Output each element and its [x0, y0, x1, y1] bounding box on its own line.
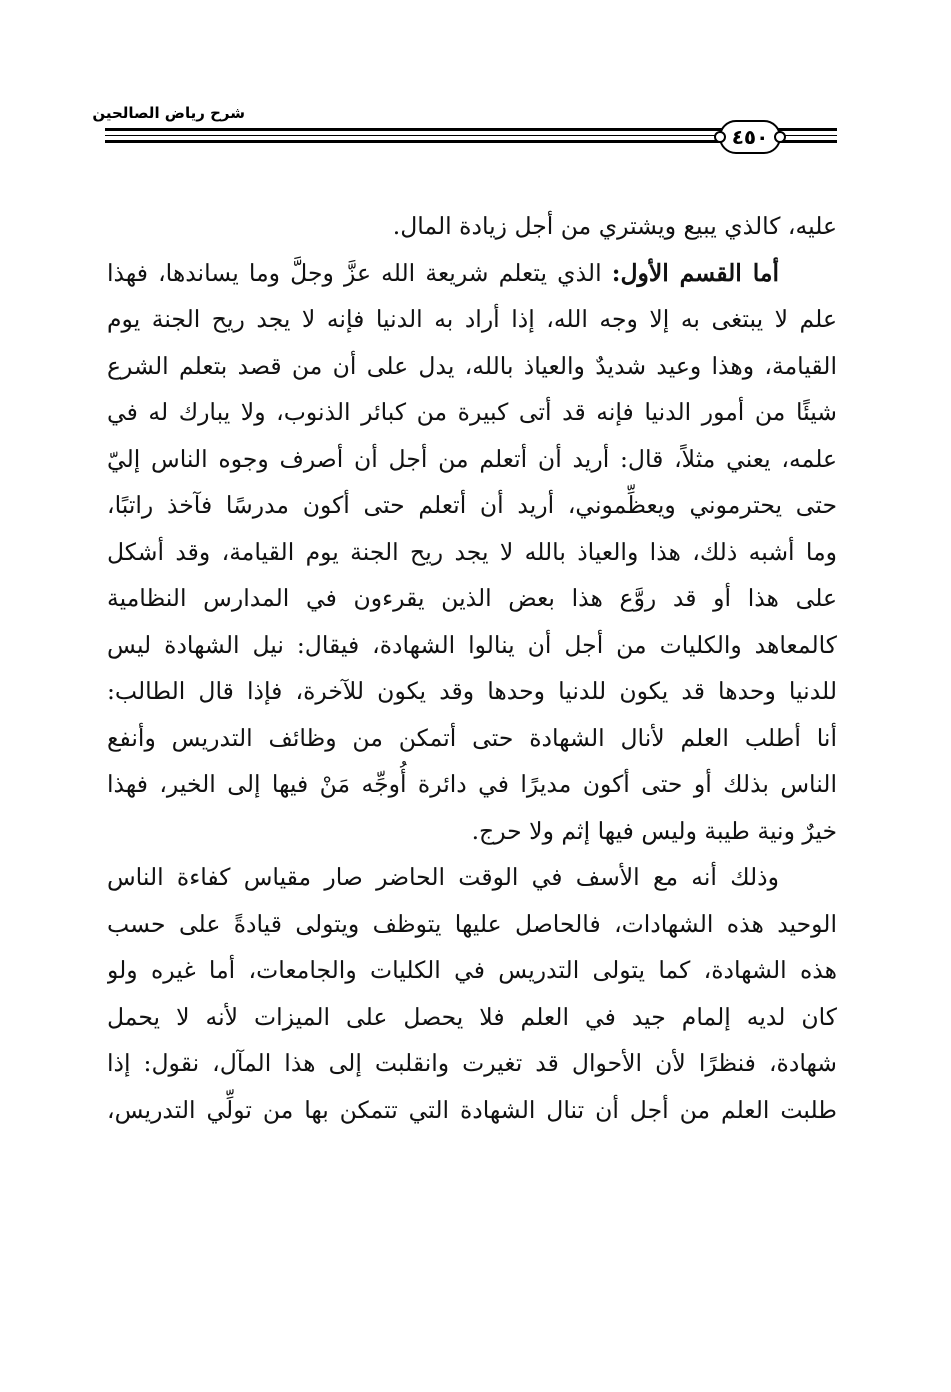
text-line: للدنيا وحدها قد يكون للدنيا وحدها وقد يكون للآخرة، فإذا قال الطالب:	[107, 677, 837, 705]
text-line: القيامة، وهذا وعيد شديدٌ والعياذ بالله، يدل على أن من قصد بتعلم الشرع	[107, 351, 837, 380]
text-line: خيرٌ ونية طيبة وليس فيها إثم ولا حرج.	[471, 816, 837, 845]
text-line: على هذا أو قد روَّع هذا بعض الذين يقرءون في المدارس النظامية	[107, 584, 837, 612]
text-line: وذلك أنه مع الأسف في الوقت الحاضر صار مقياس كفاءة الناس	[107, 863, 779, 891]
text-line: شهادة، فنظرًا لأن الأحوال قد تغيرت وانقلبت إلى هذا المآل، نقول: إذا	[107, 1049, 837, 1077]
text-line: هذه الشهادة، كما يتولى التدريس في الكليات والجامعات، أما غيره ولو	[107, 956, 837, 984]
text-line: الوحيد هذه الشهادات، فالحاصل عليها يتوظف ويتولى قيادةً على حسب	[107, 909, 837, 938]
text-line: كان لديه إلمام جيد في العلم فلا يحصل على الميزات لأنه لا يحمل	[107, 1002, 837, 1031]
text-line: أنا أطلب العلم لأنال الشهادة حتى أتمكن من وظائف التدريس وأنفع	[107, 723, 837, 752]
text-line: طلبت العلم من أجل أن تنال الشهادة التي تتمكن بها من تولِّي التدريس،	[107, 1095, 837, 1124]
text-line: الناس بذلك أو حتى أكون مديرًا في دائرة أُوجِّه مَنْ فيها إلى الخير، فهذا	[107, 770, 837, 798]
text-line: علمه، يعني مثلاً، قال: أريد أن أتعلم من أجل أن أصرف وجوه الناس إليّ	[107, 444, 837, 473]
text-line: حتى يحترموني ويعظِّموني، أريد أن أتعلم حتى أكون مدرسًا فآخذ راتبًا،	[107, 491, 837, 519]
running-header-title: شرح رياض الصالحين	[92, 104, 245, 122]
text-line-content: الذي يتعلم شريعة الله عزَّ وجلَّ وما يساندها، فهذا	[107, 258, 602, 287]
text-line	[107, 250, 837, 297]
text-line: علم لا يبتغى به إلا وجه الله، إذا أراد به الدنيا فإنه لا يجد ريح الجنة يوم	[107, 305, 837, 333]
text-line: شيئًا من أمور الدنيا فإنه قد أتى كبيرة من كبائر الذنوب، ولا يبارك له في	[107, 398, 837, 426]
text-line: وما أشبه ذلك، هذا والعياذ بالله لا يجد ريح الجنة يوم القيامة، وقد أشكل	[107, 537, 837, 566]
section-lead: أما القسم الأول:	[611, 258, 779, 287]
page-number: ٤٥٠	[719, 120, 781, 154]
text-line: عليه، كالذي يبيع ويشتري من أجل زيادة المال.	[392, 212, 837, 240]
body-text	[107, 203, 837, 1133]
text-line: كالمعاهد والكليات من أجل أن ينالوا الشهادة، فيقال: نيل الشهادة ليس	[107, 630, 837, 659]
